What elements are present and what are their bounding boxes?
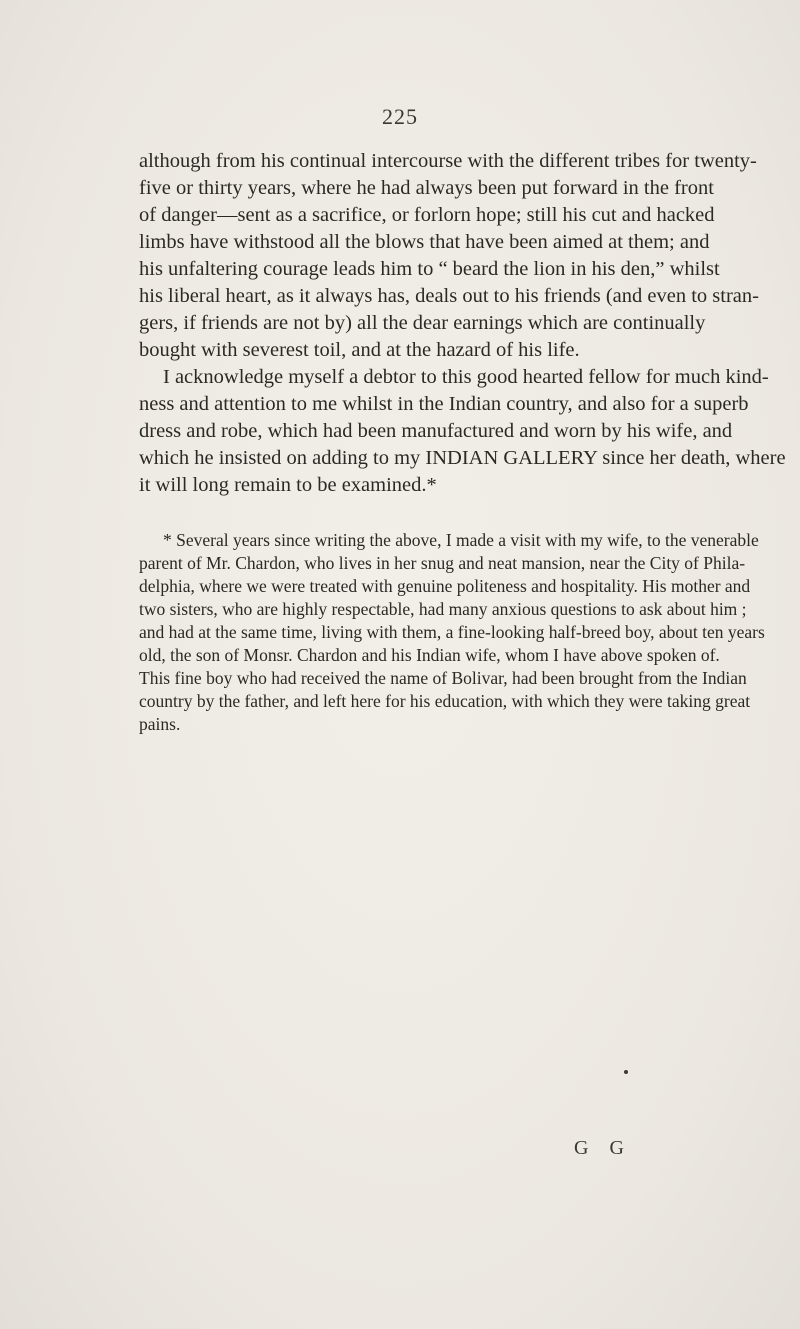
footnote-line: country by the father, and left here for his education, with which they were taking great xyxy=(139,691,751,711)
body-line: his unfaltering courage leads him to “ beard the lion in his den,” whilst xyxy=(139,258,720,280)
body-line: it will long remain to be examined.* xyxy=(139,474,437,496)
body-line: I acknowledge myself a debtor to this good hearted fellow for much kind- xyxy=(163,366,769,388)
body-line: limbs have withstood all the blows that have been aimed at them; and xyxy=(139,231,710,253)
footnote-line: and had at the same time, living with them, a fine-looking half-breed boy, about ten years xyxy=(139,622,765,642)
body-line: of danger—sent as a sacrifice, or forlorn hope; still his cut and hacked xyxy=(139,204,715,226)
body-line: which he insisted on adding to my INDIAN GALLERY since her death, where xyxy=(139,447,786,469)
signature-mark: G G xyxy=(574,1137,632,1159)
footnote-line: This fine boy who had received the name of Bolivar, had been brought from the Indian xyxy=(139,668,747,688)
footnote-line: parent of Mr. Chardon, who lives in her snug and neat mansion, near the City of Phila- xyxy=(139,553,746,573)
footnote-line: old, the son of Monsr. Chardon and his Indian wife, whom I have above spoken of. xyxy=(139,645,720,665)
body-line: although from his continual intercourse with the different tribes for twenty- xyxy=(139,150,757,172)
body-line: dress and robe, which had been manufactured and worn by his wife, and xyxy=(139,420,733,442)
ink-speck xyxy=(624,1070,628,1074)
page-number: 225 xyxy=(382,104,418,129)
footnote-line: pains. xyxy=(139,714,181,734)
footnote-line: two sisters, who are highly respectable, had many anxious questions to ask about him ; xyxy=(139,599,747,619)
body-line: five or thirty years, where he had always been put forward in the front xyxy=(139,177,714,199)
body-line: gers, if friends are not by) all the dear earnings which are continually xyxy=(139,312,706,334)
body-line: his liberal heart, as it always has, deals out to his friends (and even to stran- xyxy=(139,285,759,307)
footnote-line: * Several years since writing the above, I made a visit with my wife, to the venerable xyxy=(163,530,759,550)
body-line: bought with severest toil, and at the hazard of his life. xyxy=(139,339,580,361)
body-line: ness and attention to me whilst in the Indian country, and also for a superb xyxy=(139,393,749,415)
footnote-line: delphia, where we were treated with genuine politeness and hospitality. His mother and xyxy=(139,576,751,596)
